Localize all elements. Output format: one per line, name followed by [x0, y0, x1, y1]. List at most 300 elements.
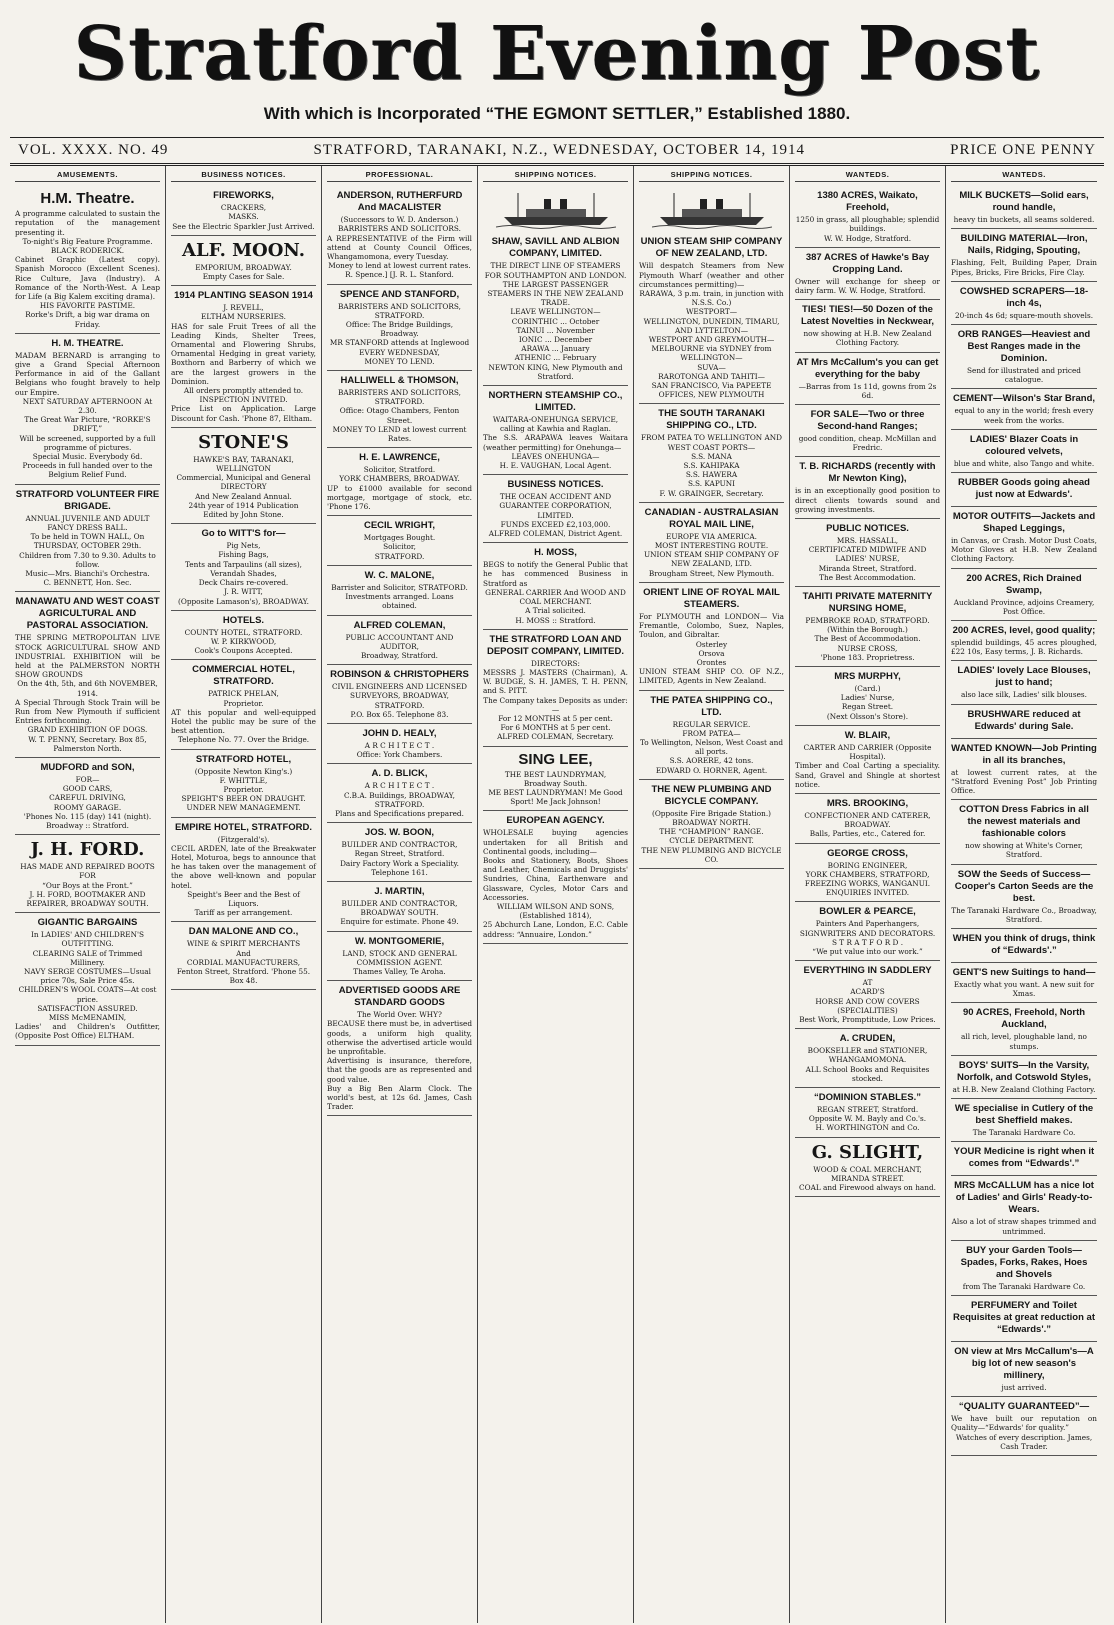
advertisement	[639, 583, 784, 691]
ad-text: For 6 MONTHS at 5 per cent.	[500, 723, 611, 733]
ad-text: Proprietor.	[223, 698, 264, 708]
ad-text: Broadway South.	[523, 778, 588, 788]
ad-text: NEWTON KING, New Plymouth and Stratford.	[488, 362, 623, 381]
ad-text: ATHENIC ... February	[514, 353, 597, 363]
ad-title: EMPIRE HOTEL, STRATFORD.	[174, 821, 313, 833]
advertisement	[951, 705, 1097, 739]
ad-text: ROOMY GARAGE.	[53, 802, 122, 812]
ad-text: heavy tin buckets, all seams soldered.	[953, 215, 1095, 225]
ad-title: PERFUMERY and Toilet Requisites at great reduction at “Edwards'.”	[952, 1299, 1095, 1335]
advertisement	[795, 726, 940, 794]
ad-text: EMPORIUM, BROADWAY.	[195, 262, 292, 272]
ad-text: Regan Street, Stratford.	[354, 849, 445, 859]
advertisement	[951, 430, 1097, 473]
ad-text: Thames Valley, Te Aroha.	[353, 966, 446, 976]
ad-title: CANADIAN - AUSTRALASIAN ROYAL MAIL LINE,	[644, 506, 779, 530]
advertisement	[951, 739, 1097, 801]
advertisement	[795, 1029, 940, 1088]
ad-title: HALLIWELL & THOMSON,	[340, 375, 459, 387]
ad-title: FOR SALE—Two or three Second-hand Ranges;	[810, 409, 925, 433]
ad-text: A REPRESENTATIVE of the Firm will attend at County Council Offices, Whangamomona, every Tuesday.	[327, 233, 472, 262]
ad-text: Empty Cases for Sale.	[202, 272, 285, 282]
advertisement	[951, 929, 1097, 963]
ad-text: H. MOSS :: Stratford.	[515, 615, 596, 625]
ad-text: CORDIAL MANUFACTURERS,	[186, 957, 301, 967]
ad-text: —Barras from 1s 11d, gowns from 2s 6d.	[798, 381, 937, 400]
ad-text: F. WHITTLE,	[219, 775, 268, 785]
ad-text: S.S. MANA	[691, 451, 732, 461]
ad-text: A Trial solicited.	[525, 606, 586, 616]
ad-text: Flashing, Felt, Building Paper, Drain Pipes, Bricks, Fire Bricks, Fire Clay.	[951, 258, 1097, 277]
ad-text: Opposite W. M. Bayly and Co.'s.	[808, 1114, 927, 1124]
ad-text: UNION STEAM SHIP CO. OF N.Z., LIMITED, Agents in New Zealand.	[639, 667, 784, 686]
advertisement	[639, 186, 784, 404]
ad-title: RUBBER Goods going ahead just now at Edwards'.	[958, 477, 1090, 501]
ad-text: (Opposite Fire Brigade Station.)	[651, 808, 772, 818]
advertisement	[15, 835, 160, 913]
ad-text: MESSRS J. MASTERS (Chairman), A. W. BUDGE, S. H. JAMES, T. H. PENN, and S. PITT.	[483, 667, 628, 696]
ad-title: EVERYTHING IN SADDLERY	[803, 965, 932, 977]
ad-text: (Successors to W. D. Anderson.)	[340, 215, 459, 225]
ad-text: Regan Street.	[841, 702, 894, 712]
ad-title: MUDFORD and SON,	[40, 761, 135, 773]
ad-text: FUNDS EXCEED £2,103,000.	[500, 519, 611, 529]
ad-text: J. R. WITT,	[224, 587, 263, 597]
ad-text: The Best of Accommodation.	[814, 634, 921, 644]
ad-text: RARAWA, 3 p.m. train, in junction with N.S.S. Co.)	[639, 289, 784, 308]
ad-title: COWSHED SCRAPERS—18-inch 4s,	[959, 285, 1089, 309]
paper-title: Stratford Evening Post	[73, 11, 1041, 97]
ad-text: The Best Accommodation.	[819, 572, 916, 582]
ad-text: WESTPORT AND GREYMOUTH—	[648, 335, 775, 345]
ad-text: DIRECTORS:	[531, 658, 580, 668]
ad-title: G. SLIGHT,	[811, 1141, 924, 1163]
ad-text: NAVY SERGE COSTUMES—Usual price 70s, Sale Price 45s.	[24, 967, 151, 986]
advertisement	[171, 186, 316, 236]
ad-text: now showing at H.B. New Zealand Clothing Factory.	[803, 329, 932, 348]
column-header: SHIPPING NOTICES.	[483, 170, 628, 182]
ad-text: (Opposite Newton King's.)	[194, 766, 293, 776]
ad-title: 90 ACRES, Freehold, North Auckland,	[962, 1007, 1086, 1031]
ad-text: A R C H I T E C T .	[364, 740, 435, 750]
ad-text: BEGS to notify the General Public that he has commenced Business in Stratford as	[483, 560, 628, 588]
ad-text: MIRANDA STREET.	[830, 1173, 905, 1183]
advertisement	[327, 566, 472, 616]
ad-text: The Great War Picture, “RORKE'S DRIFT,”	[24, 415, 151, 434]
ad-text: Deck Chairs re-covered.	[198, 578, 289, 588]
ad-text: all rich, level, ploughable land, no stumps.	[961, 1032, 1087, 1051]
advertisement	[639, 503, 784, 583]
steamship-icon	[496, 191, 616, 229]
ad-title: A. D. BLICK,	[371, 768, 428, 780]
advertisement	[951, 1099, 1097, 1142]
ad-text: EUROPE VIA AMERICA.	[666, 531, 757, 541]
advertisement	[951, 1241, 1097, 1296]
ad-title: MRS MURPHY,	[834, 671, 901, 683]
advertisement	[327, 823, 472, 882]
steamship-icon	[652, 191, 772, 229]
ad-text: MASKS.	[228, 212, 259, 222]
ad-text: THE LARGEST PASSENGER STEAMERS IN THE NEW ZEALAND TRADE.	[487, 279, 624, 308]
ad-text: CORINTHIC ... October	[511, 316, 600, 326]
ad-text: Enquire for estimate. Phone 49.	[340, 917, 459, 927]
ad-text: Office: The Bridge Buildings, Broadway.	[345, 320, 454, 339]
ad-text: Commercial, Municipal and General	[176, 473, 311, 483]
price: PRICE ONE PENNY	[950, 142, 1096, 158]
ad-text: FOR—	[75, 774, 100, 784]
ad-text: 'Phone 183. Proprietress.	[820, 652, 915, 662]
columns	[10, 166, 1104, 1623]
ad-text: C. BENNETT, Hon. Sec.	[43, 578, 132, 588]
ad-text: The Company takes Deposits as under:—	[483, 695, 628, 714]
ad-text: BUILDER AND CONTRACTOR,	[341, 840, 458, 850]
ad-text: (Within the Borough.)	[827, 625, 908, 635]
ad-title: COTTON Dress Fabrics in all the newest materials and fashionable colors	[959, 804, 1089, 840]
ad-text: 'Phones No. 115 (day) 141 (night).	[23, 811, 152, 821]
ad-title: ROBINSON & CHRISTOPHERS	[330, 669, 469, 681]
ad-text: ACARD'S	[850, 987, 885, 997]
ad-text: HORSE AND COW COVERS (SPECIALITIES)	[815, 996, 920, 1015]
ad-text: S T R A T F O R D .	[831, 937, 904, 947]
ad-text: Osterley	[695, 639, 728, 649]
ad-text: Best Work, Promptitude, Low Prices.	[799, 1014, 936, 1024]
ad-text: at H.B. New Zealand Clothing Factory.	[952, 1084, 1096, 1094]
ad-text: S.S. AORERE, 42 tons.	[669, 756, 754, 766]
ad-text: Telephone No. 77. Over the Bridge.	[177, 735, 310, 745]
ad-text: And	[236, 948, 251, 958]
ad-text: good condition, cheap. McMillan and Fredric.	[798, 434, 937, 453]
ad-text: WAITARA-ONEHUNGA SERVICE, calling at Kawhia and Raglan.	[492, 415, 619, 434]
ad-title: YOUR Medicine is right when it comes from “Edwards'.”	[953, 1146, 1095, 1170]
ad-title: ORIENT LINE OF ROYAL MAIL STEAMERS.	[643, 586, 780, 610]
column-7	[946, 166, 1102, 1623]
ad-title: MOTOR OUTFITS—Jackets and Shaped Leggings,	[952, 511, 1096, 535]
ad-text: See the Electric Sparkler Just Arrived.	[172, 221, 315, 231]
ad-text: (Fitzgerald's).	[217, 834, 270, 844]
advertisement	[795, 961, 940, 1029]
ad-text: BLACK RODERICK.	[50, 246, 125, 256]
ad-title: GIGANTIC BARGAINS	[37, 917, 138, 929]
ad-title: ADVERTISED GOODS ARE STANDARD GOODS	[338, 985, 461, 1009]
ad-text: THE BEST LAUNDRYMAN,	[504, 769, 607, 779]
ad-title: TIES! TIES!—50 Dozen of the Latest Novelties in Neckwear,	[800, 304, 935, 328]
advertisement	[171, 236, 316, 286]
advertisement	[951, 229, 1097, 281]
ad-text: YORK CHAMBERS, STRATFORD,	[805, 869, 930, 879]
advertisement	[171, 660, 316, 749]
ad-title: DAN MALONE AND CO.,	[188, 926, 299, 938]
ad-text: FROM PATEA TO WELLINGTON AND WEST COAST PORTS—	[640, 433, 783, 452]
ad-text: P.O. Box 65. Telephone 83.	[350, 709, 449, 719]
ad-text: GOOD CARS,	[62, 784, 113, 794]
advertisement	[795, 1138, 940, 1198]
column-header: BUSINESS NOTICES.	[171, 170, 316, 182]
ad-title: “DOMINION STABLES.”	[814, 1091, 921, 1103]
ad-title: SPENCE AND STANFORD,	[339, 288, 460, 300]
ad-text: 1250 in grass, all ploughable; splendid buildings.	[795, 215, 940, 234]
column-header: WANTEDS.	[795, 170, 940, 182]
ad-title: H. MOSS,	[534, 547, 577, 559]
advertisement	[951, 800, 1097, 864]
ad-title: H. M. THEATRE.	[51, 337, 124, 349]
advertisement	[15, 334, 160, 485]
ad-title: STRATFORD VOLUNTEER FIRE BRIGADE.	[15, 488, 160, 512]
ad-text: CAREFUL DRIVING,	[49, 793, 126, 803]
ad-title: MILK BUCKETS—Solid ears, round handle,	[959, 190, 1089, 214]
ad-text: Exactly what you want. A new suit for Xmas.	[953, 980, 1095, 999]
column-1	[10, 166, 166, 1623]
advertisement	[639, 780, 784, 869]
ad-text: Solicitor,	[383, 542, 416, 552]
ad-text: now showing at White's Corner, Stratford.	[965, 841, 1083, 860]
ad-title: SOW the Seeds of Success—Cooper's Carton Seeds are the best.	[954, 868, 1094, 904]
ad-text: ME BEST LAUNDRYMAN! Me Good Sport! Me Jack Johnson!	[488, 787, 623, 807]
advertisement	[795, 1088, 940, 1138]
ad-text: IONIC ... December	[518, 335, 593, 345]
advertisement	[15, 758, 160, 835]
ad-text: in Canvas, or Crash. Motor Dust Coats, Motor Gloves at H.B. New Zealand Clothing Factory.	[951, 536, 1097, 564]
ad-text: NURSE CROSS,	[837, 643, 898, 653]
ad-text: THE OCEAN ACCIDENT AND GUARANTEE CORPORATION, LIMITED.	[499, 492, 612, 520]
ad-text: ALFRED COLEMAN, District Agent.	[488, 529, 623, 539]
ad-title: W. BLAIR,	[844, 729, 891, 741]
ad-title: WHEN you think of drugs, think of “Edwards'.”	[952, 933, 1096, 957]
advertisement	[951, 1342, 1097, 1397]
ad-text: PATRICK PHELAN,	[208, 689, 279, 699]
advertisement	[171, 611, 316, 661]
advertisement	[327, 186, 472, 284]
ad-text: C.B.A. Buildings, BROADWAY, STRATFORD.	[344, 790, 455, 809]
ad-title: ALFRED COLEMAN,	[353, 619, 446, 631]
incorporated-line: With which is Incorporated “THE EGMONT SETTLER,” Established 1880.	[263, 104, 851, 123]
ad-text: is in an exceptionally good position to direct clients towards sound and growing investments.	[795, 486, 940, 514]
advertisement	[951, 389, 1097, 429]
advertisement	[951, 1176, 1097, 1240]
ad-text: THURSDAY, OCTOBER 29th.	[33, 541, 142, 551]
ad-text: A R C H I T E C T .	[364, 781, 435, 791]
ad-title: 200 ACRES, level, good quality;	[952, 625, 1096, 637]
ad-text: W. W. Hodge, Stratford.	[823, 233, 912, 243]
advertisement	[951, 621, 1097, 661]
ad-text: Music—Mrs. Bianchi's Orchestra.	[25, 568, 150, 578]
column-header: AMUSEMENTS.	[15, 170, 160, 182]
ad-title: THE STRATFORD LOAN AND DEPOSIT COMPANY, LIMITED.	[486, 633, 625, 657]
ad-text: EDWARD O. HORNER, Agent.	[655, 765, 768, 775]
advertisement	[483, 386, 628, 475]
ad-text: ALL School Books and Requisites stocked.	[805, 1064, 930, 1083]
ad-text: UNION STEAM SHIP COMPANY OF NEW ZEALAND, LTD.	[644, 550, 779, 569]
ad-text: ANNUAL JUVENILE AND ADULT FANCY DRESS BALL.	[25, 513, 150, 532]
advertisement	[327, 665, 472, 724]
ad-text: SPEIGHT'S BEER ON DRAUGHT.	[181, 794, 306, 804]
ad-text: To Wellington, Nelson, West Coast and all ports.	[639, 737, 784, 757]
advertisement	[327, 882, 472, 932]
ad-text: Also a lot of straw shapes trimmed and untrimmed.	[951, 1217, 1097, 1236]
ad-text: HAWKE'S BAY, TARANAKI, WELLINGTON	[193, 454, 294, 474]
ad-text: WILLIAM WILSON AND SONS, (Established 1814),	[496, 901, 615, 921]
ad-text: Orontes	[696, 657, 727, 667]
ad-text: WESTPORT—	[685, 307, 738, 317]
ad-text: REGULAR SERVICE.	[672, 719, 751, 729]
ad-text: Ladies' Nurse,	[840, 693, 895, 703]
ad-title: “QUALITY GUARANTEED”—	[958, 1401, 1090, 1413]
ad-text: CERTIFICATED MIDWIFE AND LADIES' NURSE,	[808, 545, 927, 564]
advertisement	[951, 507, 1097, 569]
ad-text: MOST INTERESTING ROUTE.	[654, 541, 769, 551]
ad-text: OFFICES, NEW PLYMOUTH	[658, 390, 765, 400]
ad-text: H. E. VAUGHAN, Local Agent.	[499, 461, 612, 471]
advertisement	[795, 248, 940, 300]
ad-title: CEMENT—Wilson's Star Brand,	[952, 393, 1096, 405]
ad-title: UNION STEAM SHIP COMPANY OF NEW ZEALAND, LTD.	[640, 236, 783, 260]
ad-text: The World Over. WHY?	[357, 1010, 442, 1020]
ad-text: CECIL ARDEN, late of the Breakwater Hotel, Moturoa, begs to announce that he has taken over the management of the above well-known and popular hotel.	[171, 843, 316, 890]
ad-text: BROADWAY NORTH.	[672, 817, 751, 827]
ad-text: AT	[862, 978, 873, 988]
masthead	[10, 8, 1104, 138]
column-header: PROFESSIONAL.	[327, 170, 472, 182]
ad-text: CRACKERS,	[220, 203, 267, 213]
ad-text: Investments arranged. Loans obtained.	[345, 592, 454, 611]
ad-title: BOWLER & PEARCE,	[819, 906, 916, 918]
ad-text: S.S. KAPUNI	[687, 479, 736, 489]
ad-text: WINE & SPIRIT MERCHANTS	[186, 939, 301, 949]
ad-title: MRS McCALLUM has a nice lot of Ladies' and Girls' Ready-to-Wears.	[954, 1180, 1094, 1216]
ad-text: H. WORTHINGTON and Co.	[815, 1123, 920, 1133]
ad-title: H.M. Theatre.	[40, 190, 135, 208]
ad-text: Barrister and Solicitor, STRATFORD.	[331, 582, 468, 592]
ad-text: Children from 7.30 to 9.30. Adults to follow.	[19, 550, 156, 569]
advertisement	[483, 475, 628, 543]
ad-text: To be held in TOWN HALL, On	[30, 532, 145, 542]
advertisement	[15, 592, 160, 758]
ad-text: Pig Nets,	[226, 541, 261, 551]
ad-text: “Our Boys at the Front.”	[42, 880, 133, 890]
advertisement	[483, 747, 628, 812]
advertisement	[951, 569, 1097, 621]
ad-title: HOTELS.	[222, 614, 265, 626]
ad-title: COMMERCIAL HOTEL, STRATFORD.	[192, 664, 295, 688]
ad-text: Edited by John Stone.	[203, 510, 284, 520]
ad-text: All orders promptly attended to.	[183, 386, 304, 396]
ad-text: 24th year of 1914 Publication	[188, 500, 299, 510]
ad-text: The Taranaki Hardware Co., Broadway, Stratford.	[951, 905, 1097, 924]
ad-title: H. E. LAWRENCE,	[359, 452, 440, 464]
advertisement	[795, 405, 940, 457]
ad-text: LAND, STOCK AND GENERAL COMMISSION AGENT.	[342, 948, 457, 967]
ad-text: BOOKSELLER and STATIONER, WHANGAMOMONA.	[807, 1046, 928, 1065]
ad-title: 200 ACRES, Rich Drained Swamp,	[966, 572, 1082, 596]
ad-text: Balls, Parties, etc., Catered for.	[809, 829, 926, 839]
advertisement	[327, 516, 472, 566]
ad-text: Orsova	[698, 648, 725, 658]
column-5	[634, 166, 790, 1623]
ad-title: JOHN D. HEALY,	[362, 727, 437, 739]
advertisement	[951, 186, 1097, 229]
advertisement	[15, 485, 160, 593]
advertisement	[483, 811, 628, 943]
ad-text: In LADIES' AND CHILDREN'S OUTFITTING.	[31, 930, 144, 949]
ad-title: ANDERSON, RUTHERFURD And MACALISTER	[336, 190, 463, 214]
ad-text: For 12 MONTHS at 5 per cent.	[498, 713, 613, 723]
ad-text: also lace silk, Ladies' silk blouses.	[961, 690, 1087, 700]
ad-title: NORTHERN STEAMSHIP CO., LIMITED.	[488, 390, 623, 414]
advertisement	[171, 922, 316, 990]
advertisement	[951, 282, 1097, 325]
ad-text: CIVIL ENGINEERS AND LICENSED SURVEYORS, BROADWAY, STRATFORD.	[331, 682, 468, 710]
ad-title: SHAW, SAVILL AND ALBION COMPANY, LIMITED.	[491, 236, 620, 260]
ad-text: BECAUSE there must be, in advertised goods, a uniform high quality, otherwise the advertised article would be unprofitable.	[327, 1019, 472, 1056]
ad-title: Go to WITT'S for—	[201, 528, 286, 540]
ad-title: LADIES' lovely Lace Blouses, just to hand;	[957, 665, 1091, 689]
ad-text: UP to £1000 available for second mortgage, mortgage of stock, etc. 'Phone 176.	[327, 483, 472, 512]
ad-text: STRATFORD.	[374, 551, 425, 561]
advertisement	[327, 764, 472, 823]
advertisement	[951, 1142, 1097, 1176]
advertisement	[951, 963, 1097, 1003]
advertisement	[327, 616, 472, 666]
advertisement	[171, 818, 316, 923]
ad-text: J. H. FORD, BOOTMAKER AND REPAIRER, BROADWAY SOUTH.	[26, 889, 149, 908]
advertisement	[483, 630, 628, 747]
ad-title: JOS. W. BOON,	[364, 827, 435, 839]
ad-title: LADIES' Blazer Coats in coloured velvets,	[969, 433, 1079, 457]
ad-title: ORB RANGES—Heaviest and Best Ranges made in the Dominion.	[957, 329, 1091, 365]
advertisement	[15, 186, 160, 334]
ad-text: BARRISTERS AND SOLICITORS, STRATFORD.	[338, 301, 461, 320]
ad-text: Owner will exchange for sheep or dairy farm. W. W. Hodge, Stratford.	[795, 276, 940, 296]
ad-text: LEAVE WELLINGTON—	[510, 307, 601, 317]
ad-text: LEAVES ONEHUNGA—	[511, 451, 600, 461]
ad-text: 20-inch 4s 6d; square-mouth shovels.	[954, 310, 1094, 320]
ad-text: WHOLESALE buying agencies undertaken for all British and Continental goods, including—	[483, 828, 628, 856]
ad-text: And New Zealand Annual.	[195, 491, 292, 501]
ad-text: A Special Through Stock Train will be Run from New Plymouth if sufficient Entries forthcoming.	[15, 697, 160, 726]
advertisement	[951, 473, 1097, 507]
ad-title: TAHITI PRIVATE MATERNITY NURSING HOME,	[802, 591, 933, 615]
ad-text: THE “CHAMPION” RANGE.	[659, 827, 764, 837]
ad-title: MANAWATU AND WEST COAST AGRICULTURAL AND PASTORAL ASSOCIATION.	[15, 596, 160, 632]
ad-text: Proceeds in full handed over to the Belgium Relief Fund.	[22, 461, 153, 480]
advertisement	[15, 913, 160, 1045]
ad-text: Price List on Application. Large Discount for Cash. 'Phone 87, Eltham.	[171, 404, 316, 423]
ad-text: THE SPRING METROPOLITAN LIVE STOCK AGRICULTURAL SHOW AND INDUSTRIAL EXHIBITION will be held at the PALMERSTON NORTH SHOW GROUNDS	[15, 633, 160, 680]
advertisement	[795, 353, 940, 405]
ad-title: J. H. FORD.	[30, 839, 145, 861]
advertisement	[483, 186, 628, 386]
ad-text: MONEY TO LEND at lowest current Rates.	[332, 424, 467, 444]
ad-text: HAS for sale Fruit Trees of all the Leading Kinds, Shelter Trees, Ornamental and Flowering Shrubs, Ornamental Hedging in great variety, Boxthorn and Barberry of which we are the largest growers in the Dominion.	[171, 321, 316, 386]
ad-text: Speight's Beer and the Best of Liquors.	[187, 889, 300, 908]
ad-text: Dairy Factory Work a Speciality. Telephone 161.	[340, 858, 459, 877]
ad-text: J. REVELL,	[223, 303, 264, 313]
ad-title: W. MONTGOMERIE,	[354, 935, 445, 947]
ad-text: Tents and Tarpaulins (all sizes),	[185, 559, 302, 569]
advertisement	[951, 1296, 1097, 1342]
ad-title: PUBLIC NOTICES.	[826, 523, 909, 535]
place-date: STRATFORD, TARANAKI, N.Z., WEDNESDAY, OCTOBER 14, 1914	[313, 142, 806, 158]
advertisement	[795, 587, 940, 667]
ad-text: BUILDER AND CONTRACTOR, BROADWAY SOUTH.	[341, 898, 458, 918]
advertisement	[639, 691, 784, 780]
ad-text: WELLINGTON, DUNEDIN, TIMARU, AND LYTTELTON—	[643, 316, 780, 335]
ad-title: T. B. RICHARDS (recently with Mr Newton King),	[799, 461, 936, 485]
ad-text: Broadway, Stratford.	[361, 650, 438, 660]
ad-title: GEORGE CROSS,	[827, 847, 908, 859]
ad-text: Verandah Shades,	[210, 568, 277, 578]
ad-text: For PLYMOUTH and LONDON— Via Fremantle, Colombo, Suez, Naples, Toulon, and Gibraltar.	[639, 611, 784, 640]
ad-text: HAS MADE AND REPAIRED BOOTS FOR	[20, 862, 155, 881]
